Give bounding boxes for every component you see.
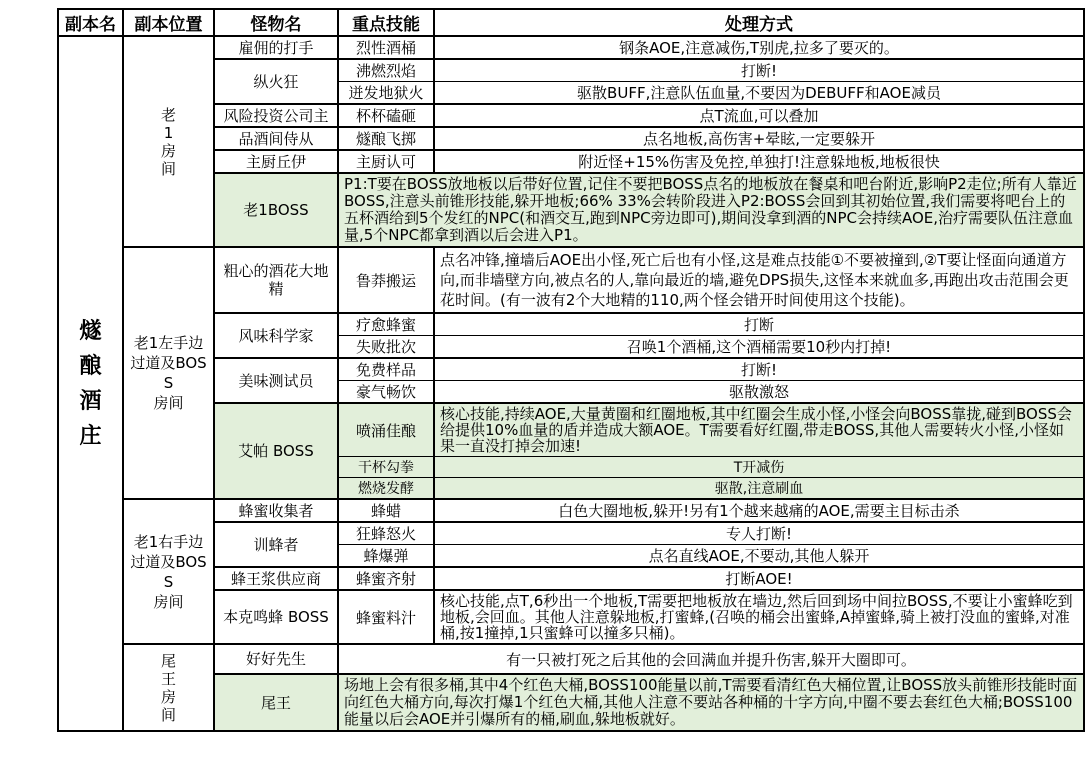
boss-name-cell: 尾王 [214,674,338,731]
dungeon-guide-table [57,8,1085,732]
monster-name-cell: 风险投资公司主 [214,104,338,127]
skill-name-cell: 烈性酒桶 [338,36,434,59]
skill-name-cell: 免费样品 [338,358,434,381]
monster-name-cell: 美味测试员 [214,358,338,403]
location-line: 老1左手边 [133,334,204,352]
handling-cell: 驱散,注意刷血 [434,478,1084,500]
skill-name-cell: 喷涌佳酿 [338,403,434,457]
monster-name-cell: 雇佣的打手 [214,36,338,59]
monster-name-cell: 粗心的酒花大地精 [214,247,338,313]
monster-name-cell: 训蜂者 [214,522,338,567]
dungeon-name-char: 庄 [79,423,102,449]
location-line: 王 [160,669,176,688]
location-line: 老1右手边 [133,532,204,551]
skill-name-cell: 豪气畅饮 [338,381,434,404]
location-line: 间 [160,159,176,178]
header-dungeon: 副本名 [58,9,123,36]
skill-name-cell: 杯杯磕砸 [338,104,434,127]
boss-handling-cell: P1:T要在BOSS放地板以后带好位置,记住不要把BOSS点名的地板放在餐桌和吧台附近,影响P2走位;所有人靠近BOSS,注意头前锥形技能,躲开地板;66% 33%会转阶段进入P2:BOSS会回到其初始位置,我们需要将吧台上的五杯酒给到5个发红的NPC(和酒交互,跑到NPC旁边即可),期间没拿到酒的NPC会持续AOE,治疗需要队伍注意血量,5个NPC都拿到酒以后会进入P1。 [338,173,1084,247]
monster-name-cell: 蜂蜜收集者 [214,499,338,522]
handling-cell: T开减伤 [434,457,1084,478]
handling-cell: 钢条AOE,注意减伤,T别虎,拉多了要灭的。 [434,36,1084,59]
header-monster: 怪物名 [214,9,338,36]
handling-cell: 打断! [434,358,1084,381]
handling-cell: 驱散激怒 [434,381,1084,404]
location-line: 1 [163,123,174,142]
header-location: 副本位置 [123,9,214,36]
location-cell [123,247,214,499]
handling-cell: 打断AOE! [434,567,1084,590]
handling-cell: 召唤1个酒桶,这个酒桶需要10秒内打掉! [434,336,1084,359]
table-row [58,499,1084,522]
dungeon-name-char: 燧 [79,318,102,344]
dungeon-name-char: 酒 [79,388,102,414]
skill-name-cell: 干杯勾拳 [338,457,434,478]
handling-cell: 白色大圈地板,躲开!另有1个越来越痛的AOE,需要主目标击杀 [434,499,1084,522]
skill-name-cell: 鲁莽搬运 [338,247,434,313]
handling-cell: 打断! [434,59,1084,82]
handling-cell: 打断 [434,313,1084,336]
monster-name-cell: 好好先生 [214,644,338,674]
skill-name-cell: 主厨认可 [338,150,434,173]
header-row [58,9,1084,36]
table-row [58,247,1084,313]
location-line: 过道及BOSS [130,552,207,591]
header-handling: 处理方式 [434,9,1084,36]
location-line: 尾 [160,651,176,670]
handling-cell: 专人打断! [434,522,1084,545]
handling-cell: 驱散BUFF,注意队伍血量,不要因为DEBUFF和AOE减员 [434,82,1084,105]
location-cell [123,499,214,644]
skill-name-cell: 迸发地狱火 [338,82,434,105]
location-line: 房 [160,687,176,706]
skill-name-cell: 蜂蜜齐射 [338,567,434,590]
skill-name-cell: 狂蜂怒火 [338,522,434,545]
skill-name-cell: 蜂蜜料汁 [338,590,434,644]
header-skill: 重点技能 [338,9,434,36]
boss-handling-cell: 场地上会有很多桶,其中4个红色大桶,BOSS100能量以前,T需要看清红色大桶位置,让BOSS放头前锥形技能时面向红色大桶方向,每次打爆1个红色大桶,其他人注意不要站各种桶的十字方向,中圈不要去套红色大桶;BOSS100 能量以后会AOE并引爆所有的桶,刷血,躲地板就好。 [338,674,1084,731]
handling-cell: 点名直线AOE,不要动,其他人躲开 [434,545,1084,568]
skill-name-cell: 疗愈蜂蜜 [338,313,434,336]
location-cell [123,36,214,247]
dungeon-name-cell [58,36,123,731]
table-row [58,644,1084,674]
boss-name-cell: 本克鸣蜂 BOSS [214,590,338,644]
skill-name-cell: 燧酿飞掷 [338,127,434,150]
table-row [58,36,1084,59]
skill-name-cell: 蜂爆弹 [338,545,434,568]
dungeon-name-char: 酿 [79,353,102,379]
monster-name-cell: 主厨丘伊 [214,150,338,173]
location-cell [123,644,214,731]
location-line: 间 [160,705,176,724]
handling-cell: 核心技能,点T,6秒出一个地板,T需要把地板放在墙边,然后回到场中间拉BOSS,不要让小蜜蜂吃到地板,会回血。其他人注意躲地板,打蜜蜂,(召唤的桶会出蜜蜂,A掉蜜蜂,骑上被打没血的蜜蜂,对准桶,按1撞掉,1只蜜蜂可以撞多只桶)。 [434,590,1084,644]
location-line: 房 [160,141,176,160]
handling-cell: 附近怪+15%伤害及免控,单独打!注意躲地板,地板很快 [434,150,1084,173]
monster-name-cell: 风味科学家 [214,313,338,358]
location-line: 房间 [153,592,184,611]
monster-name-cell: 蜂王浆供应商 [214,567,338,590]
location-line: 过道及BOSS [130,354,207,392]
boss-name-cell: 艾帕 BOSS [214,403,338,499]
location-line: 老 [160,105,176,124]
handling-cell: 点T流血,可以叠加 [434,104,1084,127]
monster-name-cell: 品酒间侍从 [214,127,338,150]
boss-name-cell: 老1BOSS [214,173,338,247]
skill-name-cell: 燃烧发酵 [338,478,434,500]
skill-name-cell: 沸燃烈焰 [338,59,434,82]
monster-name-cell: 纵火狂 [214,59,338,104]
handling-cell: 有一只被打死之后其他的会回满血并提升伤害,躲开大圈即可。 [338,644,1084,674]
handling-cell: 核心技能,持续AOE,大量黄圈和红圈地板,其中红圈会生成小怪,小怪会向BOSS靠拢,碰到BOSS会给提供10%血量的盾并造成大额AOE。T需要看好红圈,带走BOSS,其他人需要转火小怪,小怪如果一直没打掉会加速! [434,403,1084,457]
handling-cell: 点名冲锋,撞墙后AOE出小怪,死亡后也有小怪,这是难点技能①不要被撞到,②T要让怪面向通道方向,而非墙壁方向,被点名的人,靠向最近的墙,避免DPS损失,这怪本来就血多,再跑出攻击范围会更花时间。(有一波有2个大地精的110,两个怪会错开时间使用这个技能)。 [434,247,1084,313]
skill-name-cell: 失败批次 [338,336,434,359]
handling-cell: 点名地板,高伤害+晕眩,一定要躲开 [434,127,1084,150]
location-line: 房间 [153,394,184,412]
skill-name-cell: 蜂蜡 [338,499,434,522]
